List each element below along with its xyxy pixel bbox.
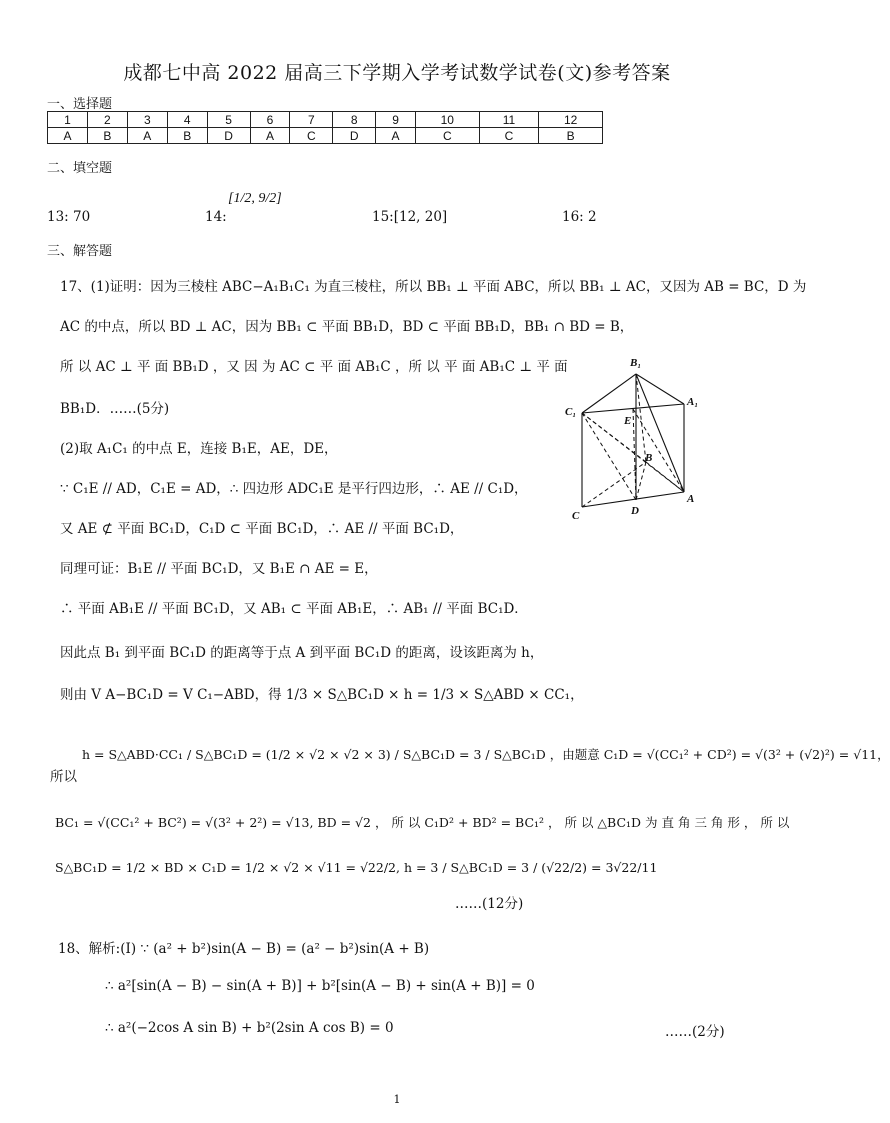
answer-table xyxy=(47,111,603,144)
table-cell: A xyxy=(48,128,88,144)
prism-figure xyxy=(560,352,708,522)
answer-15: 15:[12, 20] xyxy=(372,209,448,225)
table-cell: B xyxy=(167,128,207,144)
text-line: (2)取 A₁C₁ 的中点 E，连接 B₁E，AE，DE， xyxy=(60,441,338,457)
formula-line: S△BC₁D = 1/2 × BD × C₁D = 1/2 × √2 × √11 = √22/2, h = 3 / S△BC₁D = 3 / (√22/2) = 3√22/11 xyxy=(55,860,658,875)
answer-table-answers-row xyxy=(48,128,603,144)
text-line: AC 的中点，所以 BD ⊥ AC，因为 BB₁ ⊂ 平面 BB₁D，BD ⊂ 平面 BB₁D，BB₁ ∩ BD = B， xyxy=(60,319,634,335)
table-cell: 7 xyxy=(290,112,333,128)
text-line: 17、(1)证明：因为三棱柱 ABC−A₁B₁C₁ 为直三棱柱，所以 BB₁ ⊥ 平面 ABC，所以 BB₁ ⊥ AC，又因为 AB = BC，D 为 xyxy=(60,279,807,295)
table-cell: A xyxy=(250,128,290,144)
formula-line: ∴ a²[sin(A − B) − sin(A + B)] + b²[sin(A − B) + sin(A + B)] = 0 xyxy=(105,978,535,994)
answer-13: 13: 70 xyxy=(47,209,91,225)
text-line: ∵ C₁E // AD，C₁E = AD，∴ 四边形 ADC₁E 是平行四边形，∴ AE // C₁D， xyxy=(60,481,528,497)
section-choice-heading: 一、选择题 xyxy=(47,97,113,112)
table-cell: 6 xyxy=(250,112,290,128)
page-title: 成都七中高 2022 届高三下学期入学考试数学试卷(文)参考答案 xyxy=(123,62,671,84)
answer-table-numbers-row xyxy=(48,112,603,128)
label-D: D xyxy=(631,505,639,517)
table-cell: 8 xyxy=(333,112,376,128)
table-cell: 3 xyxy=(127,112,167,128)
answer-14-label: 14: xyxy=(205,209,227,225)
table-cell: D xyxy=(333,128,376,144)
table-cell: D xyxy=(207,128,250,144)
label-E: E xyxy=(624,415,632,427)
label-B: B xyxy=(645,452,653,464)
label-A: A xyxy=(687,493,695,505)
formula-line: ∴ a²(−2cos A sin B) + b²(2sin A cos B) = 0 xyxy=(105,1020,394,1036)
text-line: 又 AE ⊄ 平面 BC₁D，C₁D ⊂ 平面 BC₁D，∴ AE // 平面 BC₁D， xyxy=(60,521,464,537)
table-cell: 10 xyxy=(416,112,480,128)
table-cell: 4 xyxy=(167,112,207,128)
table-cell: B xyxy=(87,128,127,144)
label-A1: A₁ xyxy=(687,396,699,408)
text-line: ∴ 平面 AB₁E // 平面 BC₁D，又 AB₁ ⊂ 平面 AB₁E，∴ AB₁ // 平面 BC₁D． xyxy=(60,601,528,617)
formula-line: BC₁ = √(CC₁² + BC²) = √(3² + 2²) = √13, BD = √2 ， 所 以 C₁D² + BD² = BC₁² ， 所 以 △BC₁D 为 直 角 三 角 形 ， 所 以 xyxy=(55,815,790,830)
score-note: ……(12分) xyxy=(455,896,524,912)
table-cell: C xyxy=(290,128,333,144)
table-cell: B xyxy=(539,128,603,144)
section-fill-heading: 二、填空题 xyxy=(47,161,113,176)
score-note: ……(2分) xyxy=(665,1024,725,1040)
section-solution-heading: 三、解答题 xyxy=(47,244,113,259)
table-cell: 12 xyxy=(539,112,603,128)
answer-16: 16: 2 xyxy=(562,209,597,225)
table-cell: C xyxy=(479,128,539,144)
table-cell: 5 xyxy=(207,112,250,128)
text-line: 因此点 B₁ 到平面 BC₁D 的距离等于点 A 到平面 BC₁D 的距离，设该距离为 h， xyxy=(60,645,544,661)
text-line: 则由 V A−BC₁D = V C₁−ABD，得 1/3 × S△BC₁D × h = 1/3 × S△ABD × CC₁， xyxy=(60,687,584,703)
table-cell: A xyxy=(376,128,416,144)
table-cell: 11 xyxy=(479,112,539,128)
label-C1: C₁ xyxy=(565,406,577,418)
page-number: 1 xyxy=(393,1093,401,1106)
table-cell: 2 xyxy=(87,112,127,128)
formula-line: h = S△ABD·CC₁ / S△BC₁D = (1/2 × √2 × √2 × 3) / S△BC₁D = 3 / S△BC₁D ，由题意 C₁D = √(CC₁² + CD²) = √(3² + (√2)²) = √11， xyxy=(82,747,890,762)
text-line: BB₁D．……(5分) xyxy=(60,401,170,417)
table-cell: 9 xyxy=(376,112,416,128)
text-line: 18、解析:(I) ∵ (a² + b²)sin(A − B) = (a² − b²)sin(A + B) xyxy=(58,941,430,957)
table-cell: 1 xyxy=(48,112,88,128)
text-line: 所以 xyxy=(50,769,77,785)
label-B1: B₁ xyxy=(630,357,642,369)
label-C: C xyxy=(572,510,580,522)
text-line: 同理可证：B₁E // 平面 BC₁D，又 B₁E ∩ AE = E， xyxy=(60,561,378,577)
answer-14-value: [1/2, 9/2] xyxy=(228,191,282,206)
table-cell: A xyxy=(127,128,167,144)
text-line: 所 以 AC ⊥ 平 面 BB₁D ，又 因 为 AC ⊂ 平 面 AB₁C ，所 以 平 面 AB₁C ⊥ 平 面 xyxy=(60,359,568,375)
table-cell: C xyxy=(416,128,480,144)
